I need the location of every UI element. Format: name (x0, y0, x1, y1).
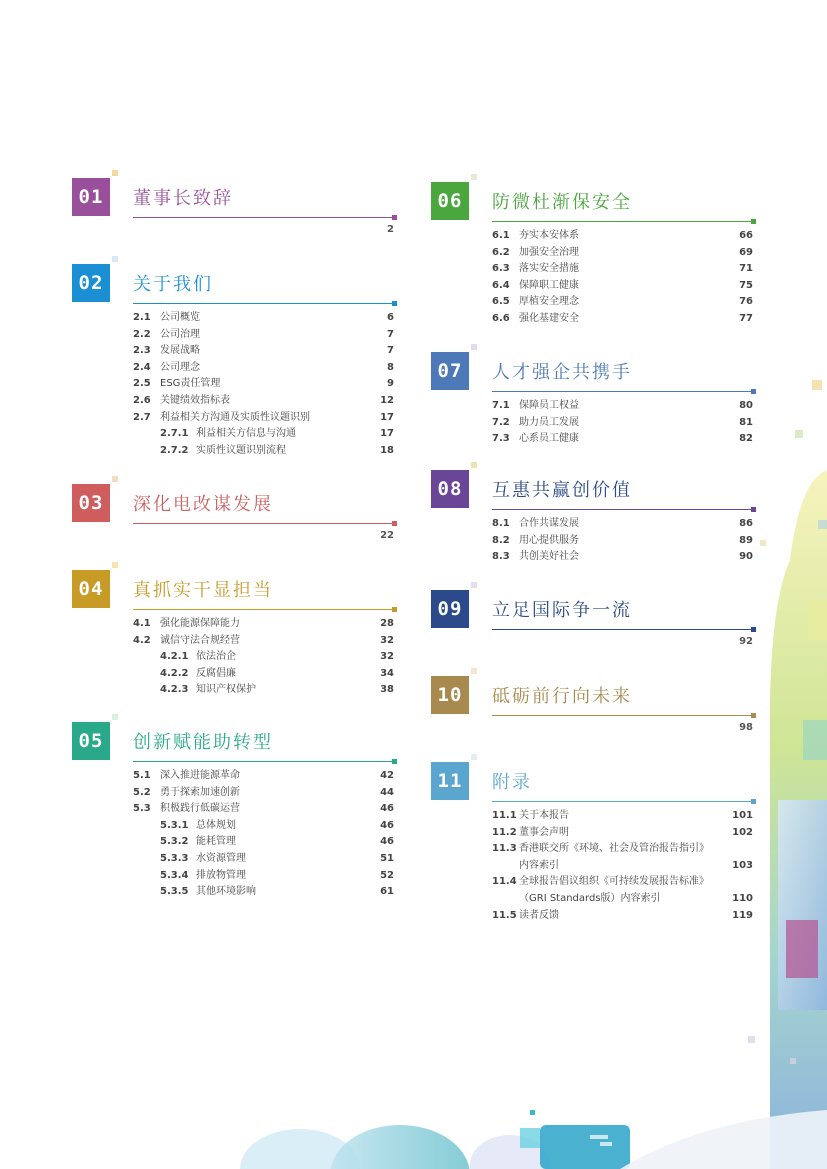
item-number: 5.1 (133, 770, 151, 781)
item-page: 81 (739, 416, 753, 428)
section-number-badge: 04 (72, 570, 110, 608)
item-number: 2.1 (133, 312, 151, 323)
toc-item[interactable] (492, 908, 753, 925)
item-page: 28 (380, 618, 394, 629)
toc-subitem[interactable] (133, 426, 394, 443)
section-rule (133, 761, 394, 762)
section-title[interactable]: 深化电改谋发展 (133, 494, 273, 515)
item-label: 强化能源保障能力 (160, 618, 240, 629)
item-page: 42 (380, 770, 394, 781)
section-page-number[interactable]: 22 (380, 530, 394, 541)
item-number: 11.2 (492, 826, 517, 838)
item-number: 8.3 (492, 551, 510, 563)
item-page: 17 (380, 428, 394, 440)
rule-end-marker (392, 301, 397, 306)
item-label: 关键绩效指标表 (160, 394, 230, 406)
item-number: 6.5 (492, 296, 510, 308)
section-title[interactable]: 互惠共赢创价值 (492, 480, 632, 501)
toc-item[interactable] (133, 768, 394, 785)
item-page: 69 (739, 246, 753, 258)
item-label: 全球报告倡议组织《可持续发展报告标准》 (519, 876, 709, 888)
section-rule (133, 217, 394, 218)
section-rule (133, 303, 394, 304)
section-number-badge: 05 (72, 722, 110, 760)
toc-item[interactable] (492, 311, 753, 328)
item-number: 8.1 (492, 518, 510, 529)
item-number: 4.2.2 (160, 667, 189, 679)
rule-end-marker (751, 507, 756, 512)
toc-item-continuation[interactable] (492, 858, 753, 875)
item-page: 76 (739, 296, 753, 308)
toc-item[interactable] (133, 616, 394, 633)
section-title[interactable]: 关于我们 (133, 274, 213, 295)
section-number-badge: 02 (72, 264, 110, 302)
item-page: 90 (739, 551, 753, 563)
item-number: 2.2 (133, 328, 151, 340)
section-title[interactable]: 创新赋能助转型 (133, 732, 273, 753)
rule-end-marker (751, 713, 756, 718)
section-number-badge: 03 (72, 484, 110, 522)
item-number: 11.1 (492, 810, 517, 821)
item-label: 心系员工健康 (519, 433, 579, 445)
item-page: 17 (380, 411, 394, 423)
section-rule (492, 509, 753, 510)
toc-item[interactable] (492, 261, 753, 278)
item-label: 加强安全治理 (519, 246, 579, 258)
item-number: 5.3.4 (160, 869, 189, 881)
item-page: 32 (380, 651, 394, 663)
toc-item[interactable] (492, 808, 753, 825)
accent-square (471, 668, 477, 674)
toc-item[interactable] (133, 360, 394, 377)
section-number-badge: 01 (72, 178, 110, 216)
item-number: 2.7 (133, 411, 151, 423)
toc-item[interactable] (133, 343, 394, 360)
item-number: 2.7.1 (160, 428, 189, 440)
section-rule (492, 629, 753, 630)
rule-end-marker (751, 627, 756, 632)
toc-subitem[interactable] (133, 443, 394, 460)
item-label: 公司理念 (160, 361, 200, 373)
item-page: 80 (739, 400, 753, 411)
toc-item[interactable] (492, 841, 753, 858)
item-number: 2.4 (133, 361, 151, 373)
item-page: 75 (739, 279, 753, 291)
section-number-badge: 08 (431, 470, 469, 508)
item-label: 知识产权保护 (196, 684, 256, 696)
item-number: 5.3.3 (160, 852, 189, 864)
item-label: 利益相关方信息与沟通 (196, 428, 296, 440)
item-number: 4.1 (133, 618, 151, 629)
toc-item[interactable] (133, 310, 394, 327)
toc-item[interactable] (492, 245, 753, 262)
item-label: 积极践行低碳运营 (160, 803, 240, 815)
accent-square (471, 582, 477, 588)
toc-subitem[interactable] (133, 666, 394, 683)
toc-subitem[interactable] (133, 868, 394, 885)
accent-square (471, 344, 477, 350)
item-number: 5.3.5 (160, 886, 189, 898)
toc-item[interactable] (133, 327, 394, 344)
item-label: 反腐倡廉 (196, 667, 236, 679)
item-number: 4.2 (133, 634, 151, 646)
accent-square (112, 170, 118, 176)
section-title[interactable]: 附录 (492, 772, 532, 793)
item-page: 7 (387, 345, 394, 357)
item-label: 其他环境影响 (196, 886, 256, 898)
item-number: 5.2 (133, 786, 151, 798)
item-page: 52 (380, 869, 394, 881)
section-items (492, 516, 753, 566)
section-title[interactable]: 砥砺前行向未来 (492, 686, 632, 707)
item-page: 46 (380, 819, 394, 831)
toc-item-continuation[interactable] (492, 891, 753, 908)
item-label: 实质性议题识别流程 (196, 444, 286, 456)
section-rule (133, 609, 394, 610)
accent-square (112, 476, 118, 482)
item-number: 5.3.1 (160, 819, 189, 831)
item-number: 11.3 (492, 843, 517, 855)
item-label: 强化基建安全 (519, 312, 579, 324)
item-label: 保障员工权益 (519, 400, 579, 411)
item-number: 5.3.2 (160, 836, 189, 848)
item-number: 6.1 (492, 230, 510, 241)
toc-item[interactable] (492, 278, 753, 295)
toc-item[interactable] (133, 785, 394, 802)
section-items (492, 808, 753, 924)
rule-end-marker (392, 521, 397, 526)
section-title[interactable]: 真抓实干显担当 (133, 580, 273, 601)
item-label: 用心提供服务 (519, 534, 579, 546)
toc-subitem[interactable] (133, 682, 394, 699)
item-page: 38 (380, 684, 394, 696)
item-label: 公司治理 (160, 328, 200, 340)
rule-end-marker (392, 215, 397, 220)
section-page-number[interactable]: 2 (387, 224, 394, 235)
toc-subitem[interactable] (133, 851, 394, 868)
section-title[interactable]: 防微杜渐保安全 (492, 192, 632, 213)
toc-item[interactable] (133, 393, 394, 410)
item-page: 89 (739, 534, 753, 546)
section-number-badge: 11 (431, 762, 469, 800)
item-page: 101 (732, 810, 753, 821)
item-page: 103 (732, 859, 753, 871)
item-page: 77 (739, 312, 753, 324)
item-number: 2.3 (133, 345, 151, 357)
item-page: 66 (739, 230, 753, 241)
toc-item[interactable] (492, 516, 753, 533)
rule-end-marker (751, 219, 756, 224)
section-title[interactable]: 人才强企共携手 (492, 362, 632, 383)
toc-item[interactable] (492, 533, 753, 550)
item-page: 61 (380, 886, 394, 898)
item-label: （GRI Standards版）内容索引 (519, 892, 661, 904)
item-number: 7.2 (492, 416, 510, 428)
item-number: 11.5 (492, 909, 517, 921)
item-label: ESG责任管理 (160, 378, 221, 390)
item-label: 厚植安全理念 (519, 296, 579, 308)
item-page: 6 (387, 312, 394, 323)
item-label: 合作共谋发展 (519, 518, 579, 529)
toc-subitem[interactable] (133, 818, 394, 835)
item-page: 7 (387, 328, 394, 340)
item-page: 18 (380, 444, 394, 456)
section-items (492, 398, 753, 448)
item-number: 7.3 (492, 433, 510, 445)
toc-item[interactable] (492, 398, 753, 415)
item-number: 11.4 (492, 876, 517, 888)
item-label: 水资源管理 (196, 852, 246, 864)
section-rule (133, 523, 394, 524)
toc-subitem[interactable] (133, 649, 394, 666)
item-label: 助力员工发展 (519, 416, 579, 428)
section-number-badge: 10 (431, 676, 469, 714)
item-label: 关于本报告 (519, 810, 569, 821)
toc-item[interactable] (133, 376, 394, 393)
item-number: 6.4 (492, 279, 510, 291)
item-page: 82 (739, 433, 753, 445)
item-page: 8 (387, 361, 394, 373)
section-number-badge: 09 (431, 590, 469, 628)
item-page: 34 (380, 667, 394, 679)
section-items (133, 310, 394, 459)
section-rule (492, 221, 753, 222)
item-page: 102 (732, 826, 753, 838)
section-items (492, 228, 753, 328)
section-page-number[interactable]: 98 (739, 722, 753, 733)
item-page: 119 (732, 909, 753, 921)
item-number: 8.2 (492, 534, 510, 546)
item-number: 6.3 (492, 263, 510, 275)
section-items (133, 768, 394, 901)
rule-end-marker (392, 607, 397, 612)
item-label: 香港联交所《环境、社会及管治报告指引》 (519, 843, 709, 855)
item-page: 46 (380, 836, 394, 848)
item-page: 44 (380, 786, 394, 798)
item-label: 内容索引 (519, 859, 559, 871)
item-label: 勇于探索加速创新 (160, 786, 240, 798)
item-number: 4.2.3 (160, 684, 189, 696)
bottom-bubbles-art (240, 1110, 827, 1169)
item-page: 32 (380, 634, 394, 646)
section-items (133, 616, 394, 699)
item-label: 落实安全措施 (519, 263, 579, 275)
item-page: 46 (380, 803, 394, 815)
section-rule (492, 715, 753, 716)
item-number: 6.6 (492, 312, 510, 324)
section-page-number[interactable]: 92 (739, 636, 753, 647)
item-label: 读者反馈 (519, 909, 559, 921)
item-page: 86 (739, 518, 753, 529)
item-label: 发展战略 (160, 345, 200, 357)
toc-item[interactable] (492, 874, 753, 891)
toc-subitem[interactable] (133, 884, 394, 901)
toc-item[interactable] (133, 633, 394, 650)
item-label: 依法治企 (196, 651, 236, 663)
item-number: 6.2 (492, 246, 510, 258)
accent-square (112, 714, 118, 720)
item-label: 利益相关方沟通及实质性议题识别 (160, 411, 310, 423)
toc-item[interactable] (133, 410, 394, 427)
item-page: 110 (732, 892, 753, 904)
section-rule (492, 391, 753, 392)
toc-item[interactable] (492, 415, 753, 432)
toc-item[interactable] (492, 549, 753, 566)
item-label: 共创美好社会 (519, 551, 579, 563)
accent-square (471, 462, 477, 468)
item-label: 排放物管理 (196, 869, 246, 881)
toc-item[interactable] (492, 825, 753, 842)
item-label: 深入推进能源革命 (160, 770, 240, 781)
item-label: 总体规划 (196, 819, 236, 831)
right-edge-art (748, 380, 827, 1169)
section-title[interactable]: 立足国际争一流 (492, 600, 632, 621)
item-label: 董事会声明 (519, 826, 569, 838)
toc-item[interactable] (492, 431, 753, 448)
toc-item[interactable] (133, 801, 394, 818)
section-number-badge: 07 (431, 352, 469, 390)
item-label: 诚信守法合规经营 (160, 634, 240, 646)
item-page: 12 (380, 394, 394, 406)
item-number: 2.7.2 (160, 444, 189, 456)
section-rule (492, 801, 753, 802)
item-label: 能耗管理 (196, 836, 236, 848)
accent-square (112, 256, 118, 262)
section-title[interactable]: 董事长致辞 (133, 188, 233, 209)
item-page: 9 (387, 378, 394, 390)
rule-end-marker (751, 389, 756, 394)
rule-end-marker (751, 799, 756, 804)
toc-subitem[interactable] (133, 834, 394, 851)
item-page: 71 (739, 263, 753, 275)
item-number: 2.6 (133, 394, 151, 406)
item-page: 51 (380, 852, 394, 864)
item-number: 5.3 (133, 803, 151, 815)
section-number-badge: 06 (431, 182, 469, 220)
item-label: 夯实本安体系 (519, 230, 579, 241)
toc-item[interactable] (492, 228, 753, 245)
accent-square (471, 174, 477, 180)
item-number: 7.1 (492, 400, 510, 411)
accent-square (471, 754, 477, 760)
item-label: 公司概览 (160, 312, 200, 323)
item-number: 2.5 (133, 378, 151, 390)
item-number: 4.2.1 (160, 651, 189, 663)
rule-end-marker (392, 759, 397, 764)
item-label: 保障职工健康 (519, 279, 579, 291)
toc-item[interactable] (492, 294, 753, 311)
accent-square (112, 562, 118, 568)
